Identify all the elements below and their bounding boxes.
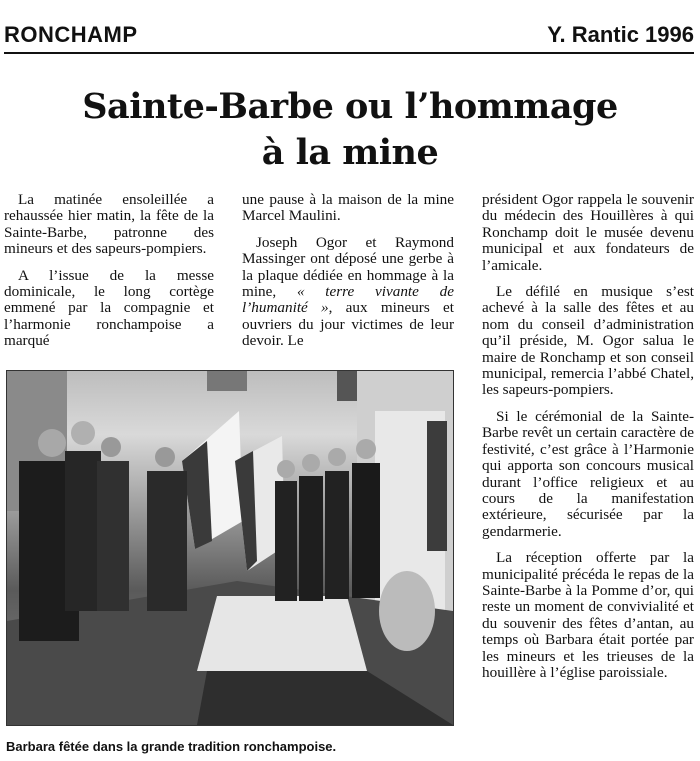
town-name: RONCHAMP (4, 22, 138, 47)
paragraph: une pause à la maison de la mine Marcel Maulini. (242, 191, 454, 225)
paragraph: Si le cérémonial de la Sainte-Barbe revêt un certain caractère de festivité, c’est grâce à l’Harmonie qui apporta son concours musical durant l’office religieux et au cours de la manifestation extérieure, sécurisée par la gendarmerie. (482, 407, 694, 540)
photo-caption: Barbara fêtée dans la grande tradition ronchampoise. (6, 739, 337, 754)
column-1 (4, 192, 214, 360)
header-bar (4, 22, 694, 54)
paragraph-text: Joseph Ogor et Raymond Massinger ont déposé une gerbe à la plaque dédiée en hommage à la mine, (242, 233, 454, 301)
quote-text: « terre vivante de l’humanité » (242, 283, 454, 317)
paragraph (242, 235, 454, 350)
photo-illustration (7, 371, 453, 725)
paragraph: La réception offerte par la municipalité précéda le repas de la Sainte-Barbe à la Pomme d’or, qui reste un moment de convivialité et du souvenir des fêtes d’antan, au temps où Barbara était portée par les mineurs et les trieuses de la houillère à l’église paroissiale. (482, 549, 694, 681)
paragraph: Le défilé en musique s’est achevé à la salle des fêtes et au nom du conseil d’administration qu’il préside, M. Ogor salua le maire de Ronchamp et son conseil municipal, remercia l’abbé Chatel, les sapeurs-pompiers. (482, 283, 694, 399)
title-line-1: Sainte-Barbe ou l’hommage (82, 86, 618, 127)
article-title (0, 84, 700, 176)
paragraph-text: , aux mineurs et ouvriers du jour victimes de leur devoir. Le (242, 299, 454, 350)
paragraph: A l’issue de la messe dominicale, le long cortège emmené par la compagnie et l’harmonie ronchampoise a marqué (4, 266, 214, 350)
ceremony-photo (6, 370, 454, 726)
column-2 (242, 192, 454, 360)
paragraph: La matinée ensoleillée a rehaussée hier matin, la fête de la Sainte-Barbe, patronne des mineurs et des sapeurs-pompiers. (4, 191, 214, 258)
credit-line: Y. Rantic 1996 (547, 22, 694, 47)
title-line-2: à la mine (261, 132, 439, 173)
column-3 (482, 192, 694, 691)
paragraph: président Ogor rappela le souvenir du médecin des Houillères à qui Ronchamp doit le musée devenu municipal et aux fondateurs de l’amicale. (482, 191, 694, 274)
